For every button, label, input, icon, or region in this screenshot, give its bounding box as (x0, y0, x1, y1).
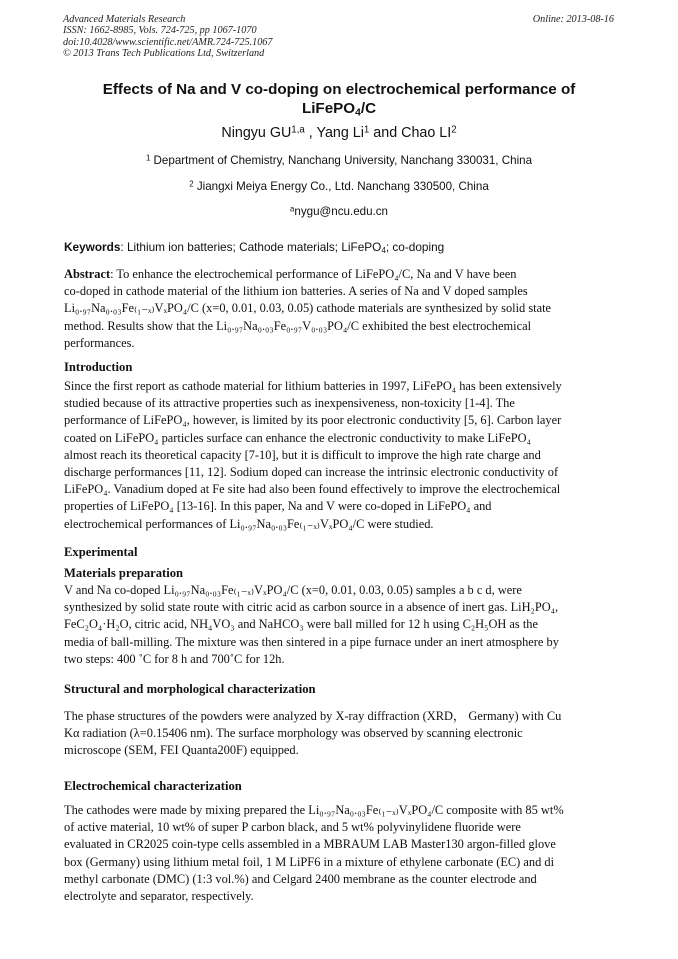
paragraph-line: methyl carbonate (DMC) (1:3 vol.%) and Celgard 2400 membrane as the counter electrode and (64, 871, 537, 886)
affiliation-1: $^1$ Department of Chemistry, Nanchang University, Nanchang 330031, China (145, 153, 533, 167)
electrochemical-heading: Electrochemical characterization (64, 779, 242, 793)
keywords: Keywords: Lithium ion batteries; Cathode materials; LiFePO$_4$; co-doping (64, 240, 445, 255)
structural-heading: Structural and morphological characterization (64, 682, 316, 696)
abstract (64, 266, 614, 352)
paragraph-line: synthesized by solid state route with citric acid as carbon source in a absence of inert gas. LiH₂PO₄, (64, 600, 559, 615)
copyright-line: © 2013 Trans Tech Publications Ltd, Switzerland (63, 47, 265, 59)
online-date: Online: 2013-08-16 (532, 14, 614, 25)
abstract-line: Li₀.₉₇Na₀.₀₃Fe₍₁₋ₓ₎VₓPO₄/C (x=0, 0.01, 0.03, 0.05) cathode materials are synthesized by solid state (64, 301, 552, 316)
introduction-body (64, 378, 614, 533)
author-name: Yang Li (316, 125, 364, 141)
paragraph-line: media of ball-milling. The mixture was then sintered in a pipe furnace under an inert atmosphere by (64, 634, 559, 649)
paragraph-line: FeC₂O₄·H₂O, citric acid, NH₄VO₃ and NaHCO₃ were ball milled for 12 h using C₂H₅OH as the (64, 617, 538, 632)
paragraph-line: studied because of its attractive properties such as inexpensiveness, non-toxicity [1-4]. The (64, 396, 515, 411)
abstract-label: Abstract (64, 267, 111, 281)
author-name: Ningyu GU (221, 125, 292, 141)
materials-preparation-body (64, 582, 614, 668)
paragraph-line: box (Germany) using lithium metal foil, 1 M LiPF6 in a mixture of ethylene carbonate (EC) and di (64, 854, 555, 869)
paragraph-line: V and Na co-doped Li₀.₉₇Na₀.₀₃Fe₍₁₋ₓ₎VₓPO₄/C (x=0, 0.01, 0.03, 0.05) samples a b c d, were (64, 583, 522, 597)
paragraph-line: Kα radiation (λ=0.15406 nm). The surface morphology was observed by scanning electronic (64, 726, 523, 741)
paragraph-line: discharge performances [11, 12]. Sodium doped can increase the intrinsic electronic conductivity of (64, 465, 559, 480)
experimental-heading: Experimental (64, 545, 138, 559)
paragraph-line: of active material, 10 wt% of super P carbon black, and 5 wt% polyvinylidene fluoride were (64, 820, 521, 835)
author-affil-mark: 1 (363, 124, 370, 136)
paragraph-line: Since the first report as cathode material for lithium batteries in 1997, LiFePO₄ has been extensively (64, 379, 562, 393)
title-line-1: Effects of Na and V co-doping on electrochemical performance of (102, 81, 576, 98)
electrochemical-body (64, 802, 614, 905)
author-email: $^a$nygu@ncu.edu.cn (289, 204, 389, 218)
paragraph-line: performance of LiFePO₄, however, is limited by its poor electronic conductivity [5, 6]. Carbon layer (64, 413, 562, 428)
affiliation-2: $^2$ Jiangxi Meiya Energy Co., Ltd. Nanchang 330500, China (189, 179, 489, 193)
author-affil-mark: 2 (451, 124, 457, 136)
materials-preparation-heading: Materials preparation (64, 566, 184, 580)
introduction-heading: Introduction (64, 360, 133, 374)
paragraph-line: coated on LiFePO₄ particles surface can enhance the electronic conductivity to make LiFePO₄ (64, 430, 531, 445)
paragraph-line: properties of LiFePO₄ [13-16]. In this paper, Na and V were co-doped in LiFePO₄ and (64, 499, 492, 514)
keywords-label: Keywords (64, 240, 121, 254)
paragraph-line: The phase structures of the powders were analyzed by X-ray diffraction (XRD， Germany) with Cu (64, 709, 562, 723)
paragraph-line: LiFePO₄. Vanadium doped at Fe site had also been found effectively to improve the electrochemical (64, 482, 561, 497)
abstract-line: Abstract: To enhance the electrochemical performance of LiFePO₄/C, Na and V have been (64, 267, 517, 281)
abstract-line: method. Results show that the Li₀.₉₇Na₀.₀₃Fe₀.₉₇V₀.₀₃PO₄/C exhibited the best electrochemical (64, 318, 532, 333)
issn-line: ISSN: 1662-8985, Vols. 724-725, pp 1067-1070 (63, 25, 257, 37)
journal-header (63, 14, 272, 59)
title-line-2: LiFePO$_4$/C (301, 100, 377, 119)
paragraph-line: almost reach its theoretical capacity [7-10], but it is difficult to improve the high rate charge and (64, 447, 541, 462)
paragraph-line: electrochemical performances of Li₀.₉₇Na₀.₀₃Fe₍₁₋ₓ₎VₓPO₄/C were studied. (64, 516, 434, 531)
paragraph-line: evaluated in CR2025 coin-type cells assembled in a MBRAUM LAB Master130 argon-filled glove (64, 837, 556, 852)
paragraph-line: two steps: 400 ˚C for 8 h and 700˚C for 12h. (64, 651, 285, 666)
abstract-line: performances. (64, 335, 135, 350)
structural-body (64, 708, 614, 760)
doi-line: doi:10.4028/www.scientific.net/AMR.724-725.1067 (63, 36, 273, 48)
author-name: Chao LI (401, 125, 452, 141)
abstract-line: co-doped in cathode material of the lithium ion batteries. A series of Na and V doped samples (64, 284, 528, 299)
journal-name: Advanced Materials Research (63, 14, 186, 25)
paragraph-line: electrolyte and separator, respectively. (64, 889, 254, 904)
author-affil-mark: 1,a (291, 124, 305, 136)
paper-title (60, 80, 618, 118)
paragraph-line: The cathodes were made by mixing prepared the Li₀.₉₇Na₀.₀₃Fe₍₁₋ₓ₎VₓPO₄/C composite with 85 wt% (64, 803, 564, 817)
paragraph-line: microscope (SEM, FEI Quanta200F) equipped. (64, 743, 299, 758)
author-list: Ningyu GU$^{1,a}$ , Yang Li$^1$ and Chao $LI^2$ (221, 124, 457, 141)
